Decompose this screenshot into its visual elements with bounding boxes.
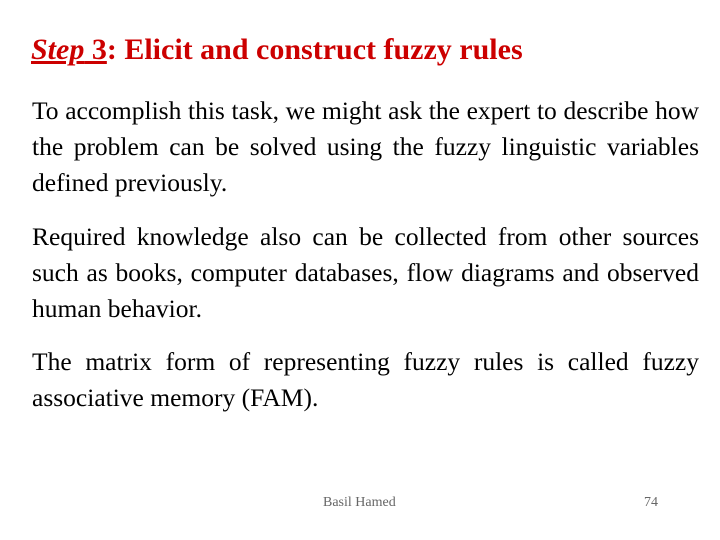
slide-title [31, 32, 701, 68]
paragraph-expert-task: To accomplish this task, we might ask the expert to describe how the problem can be solved using the fuzzy linguistic variables defined previously. [32, 96, 699, 197]
footer-author: Basil Hamed [323, 495, 396, 510]
footer-page-number: 74 [644, 495, 658, 510]
paragraph-fam-definition: The matrix form of representing fuzzy rules is called fuzzy associative memory (FAM). [32, 347, 699, 412]
title-step-word: Step [31, 33, 85, 66]
paragraph-knowledge-sources: Required knowledge also can be collected from other sources such as books, computer databases, flow diagrams and observed human behavior. [32, 222, 699, 323]
title-text: : Elicit and construct fuzzy rules [106, 33, 523, 66]
title-step-number: 3 [84, 33, 107, 66]
